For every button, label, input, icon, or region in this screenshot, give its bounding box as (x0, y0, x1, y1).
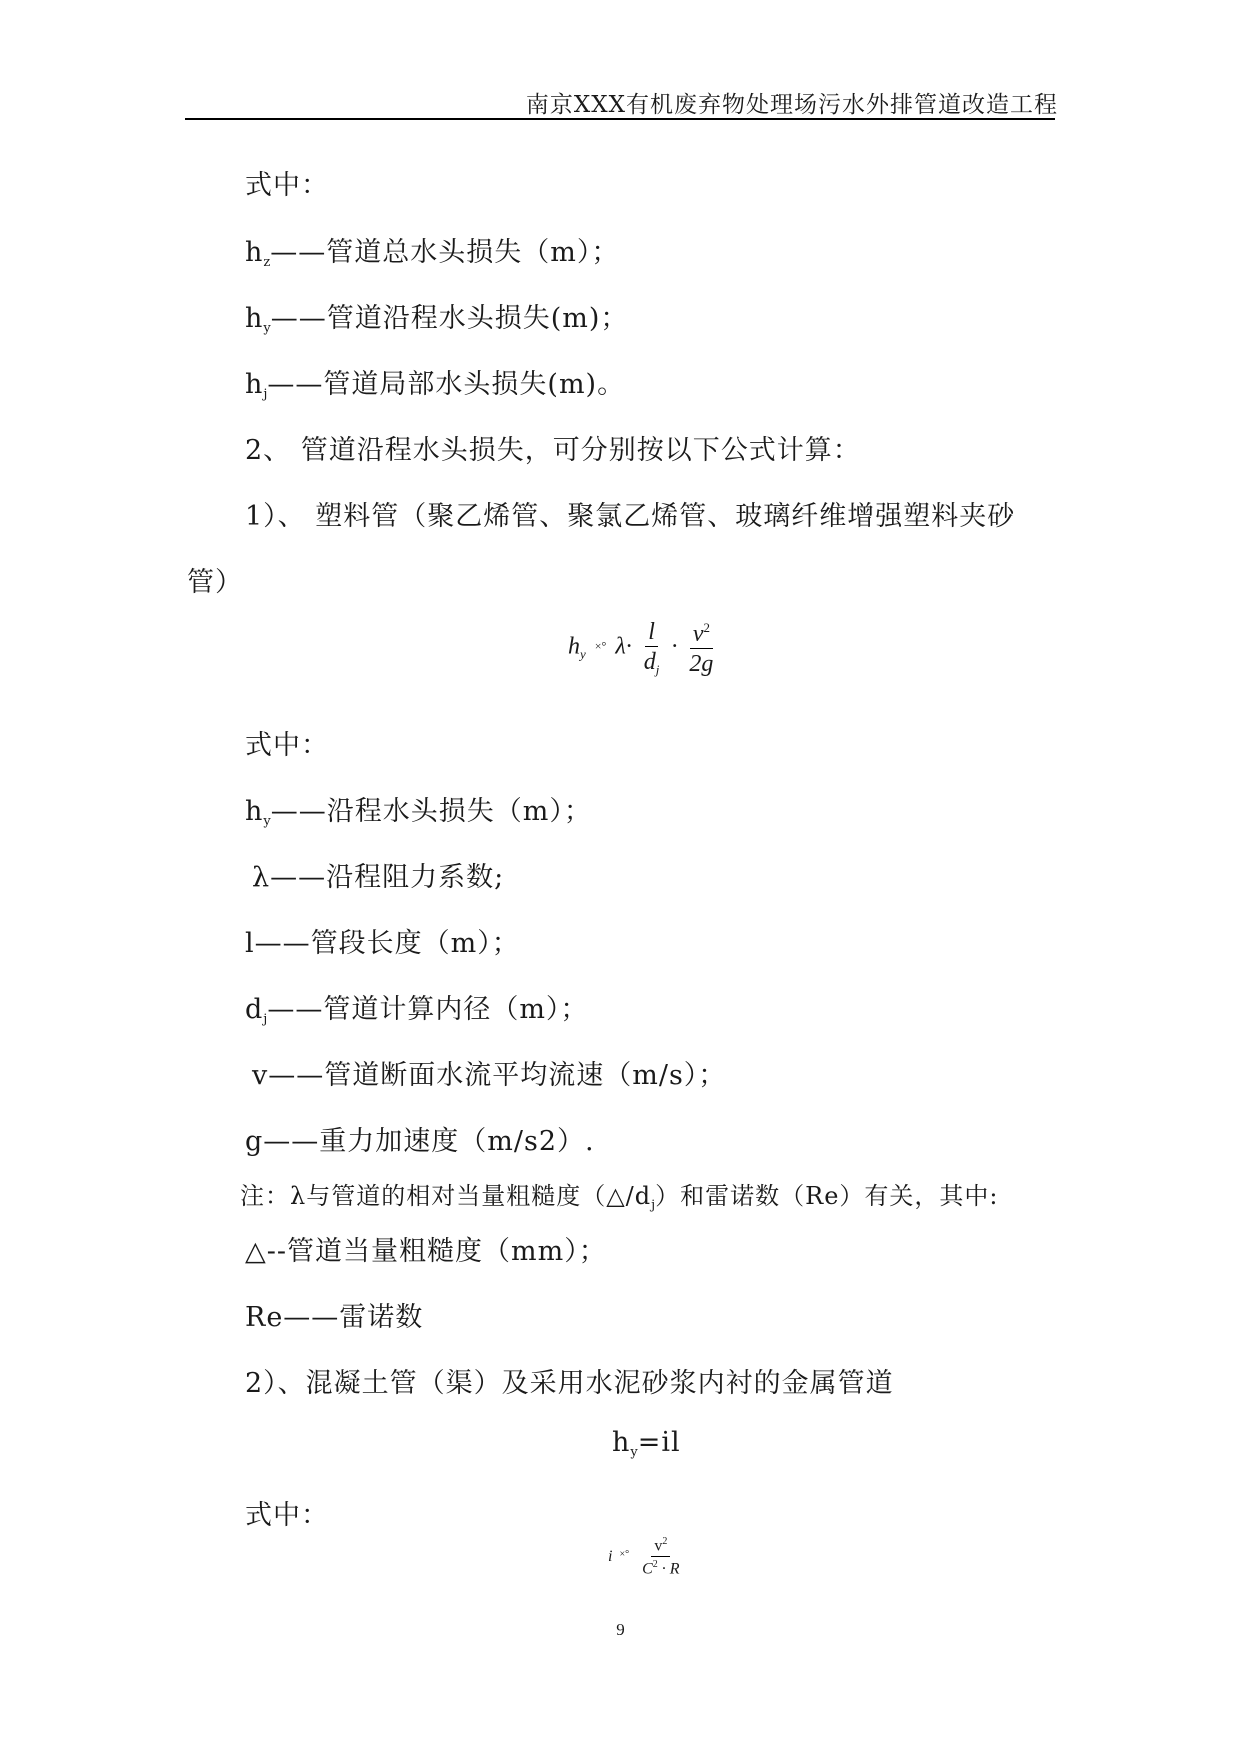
formula-hy-il: $h_y=il$ (612, 1427, 681, 1460)
paragraph-line: 1）、 塑料管（聚乙烯管、聚氯乙烯管、玻璃纤维增强塑料夹砂 (245, 501, 1016, 532)
paragraph-line: v——管道断面水流平均流速（m/s）； (252, 1060, 727, 1091)
header-rule (185, 118, 1055, 120)
paragraph-line: 式中： (245, 170, 329, 201)
note-line: 注：λ与管道的相对当量粗糙度$(\triangle/d_j)$和雷诺数（Re）有关，其中: (240, 1182, 999, 1213)
paragraph-line: 式中： (245, 730, 329, 761)
paragraph-line: l——管段长度（m）； (245, 928, 520, 959)
paragraph-line: $d_j——$管道计算内径（m）； (245, 994, 589, 1027)
fraction: $\frac{v^2}{C^2 \cdot R}$ (642, 1536, 680, 1578)
paragraph-line: g——重力加速度（m/s2）. (245, 1126, 595, 1157)
paragraph-line: $h_y——$管道沿程水头损失(m)； (245, 303, 629, 336)
paragraph-line: $h_j——$管道局部水头损失(m)。 (245, 369, 626, 402)
paragraph-line: 式中： (245, 1500, 329, 1531)
formula-hydraulic-gradient: i ×° $\frac{v^2}{C^2 \cdot R}$ (608, 1537, 686, 1578)
paragraph-line: 2）、混凝土管（渠）及采用水泥砂浆内衬的金属管道 (245, 1368, 894, 1399)
page-header-title: 南京XXX有机废弃物处理场污水外排管道改造工程 (525, 92, 1058, 118)
formula-friction-loss: $h_y$ ×° λ· $\frac{l}{d_j}$ · $\frac{v^2}{2g}$ (568, 620, 719, 676)
paragraph-line: $h_z——$管道总水头损失（m）； (245, 237, 620, 270)
fraction: $\frac{v^2}{2g}$ (689, 619, 714, 677)
fraction: $\frac{l}{d_j}$ (643, 619, 660, 677)
paragraph-line: $h_y——$沿程水头损失（m）； (245, 796, 592, 829)
paragraph-line: 管） (187, 567, 243, 598)
paragraph-line: λ——沿程阻力系数; (252, 862, 505, 893)
paragraph-line: △--管道当量粗糙度（mm）； (245, 1236, 607, 1267)
page-number: 9 (616, 1620, 625, 1639)
paragraph-line: 2、 管道沿程水头损失，可分别按以下公式计算： (245, 435, 861, 466)
paragraph-line: Re——雷诺数 (245, 1302, 424, 1333)
